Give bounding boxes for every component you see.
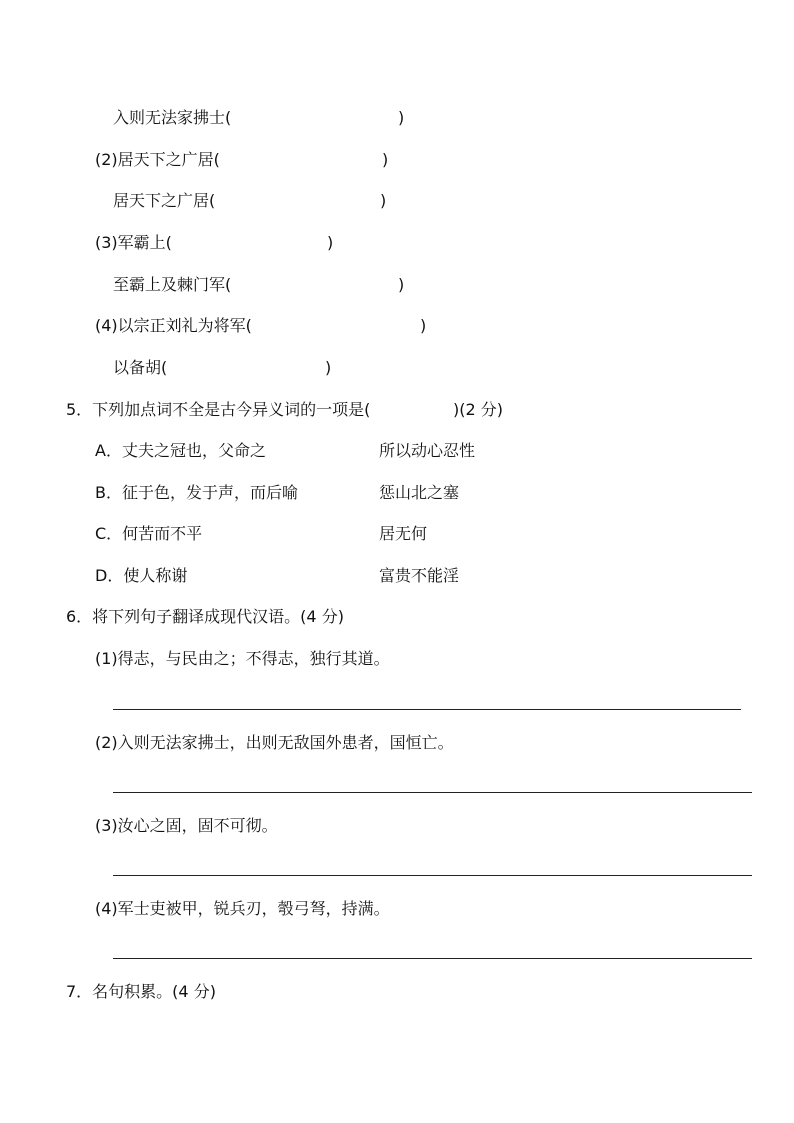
q4-item-text: 入则无法家拂士( <box>113 108 232 127</box>
q4-item-text: (3)军霸上( <box>95 233 172 252</box>
answer-line[interactable] <box>113 875 752 876</box>
q4-item-blank-close: ) <box>398 275 405 294</box>
q4-item-text: (2)居天下之广居( <box>95 150 220 169</box>
q6-item: (4)军士吏被甲，锐兵刃，彀弓弩，持满。 <box>95 899 390 918</box>
answer-line[interactable] <box>113 958 752 959</box>
q5-option-left: B．征于色，发于声，而后喻 <box>95 483 298 502</box>
q5-option-left: D．使人称谢 <box>95 566 188 585</box>
q5-option-right: 居无何 <box>379 524 428 543</box>
q5-stem-text: 5．下列加点词不全是古今异义词的一项是( <box>66 400 371 419</box>
q7-stem: 7．名句积累。(4 分) <box>66 982 216 1001</box>
q6-item: (3)汝心之固，固不可彻。 <box>95 816 278 835</box>
q5-option-right: 惩山北之塞 <box>379 483 460 502</box>
q4-item-text: (4)以宗正刘礼为将军( <box>95 316 252 335</box>
answer-line[interactable] <box>113 709 741 710</box>
q4-item-blank-close: ) <box>398 108 405 127</box>
q5-option-left: A．丈夫之冠也，父命之 <box>95 441 266 460</box>
q6-item: (2)入则无法家拂士，出则无敌国外患者，国恒亡。 <box>95 733 454 752</box>
q4-item-text: 以备胡( <box>113 358 168 377</box>
q5-option-right: 所以动心忍性 <box>379 441 476 460</box>
q4-item-blank-close: ) <box>325 358 332 377</box>
q6-item: (1)得志，与民由之；不得志，独行其道。 <box>95 649 390 668</box>
q4-item-blank-close: ) <box>382 150 389 169</box>
q5-option-right: 富贵不能淫 <box>379 566 460 585</box>
q5-stem-score: )(2 分) <box>453 400 503 419</box>
q6-stem: 6．将下列句子翻译成现代汉语。(4 分) <box>66 607 344 626</box>
q4-item-blank-close: ) <box>380 191 387 210</box>
q5-option-left: C．何苦而不平 <box>95 524 203 543</box>
q4-item-blank-close: ) <box>327 233 334 252</box>
q4-item-blank-close: ) <box>420 316 427 335</box>
answer-line[interactable] <box>113 792 752 793</box>
q4-item-text: 至霸上及棘门军( <box>113 275 232 294</box>
q4-item-text: 居天下之广居( <box>113 191 216 210</box>
